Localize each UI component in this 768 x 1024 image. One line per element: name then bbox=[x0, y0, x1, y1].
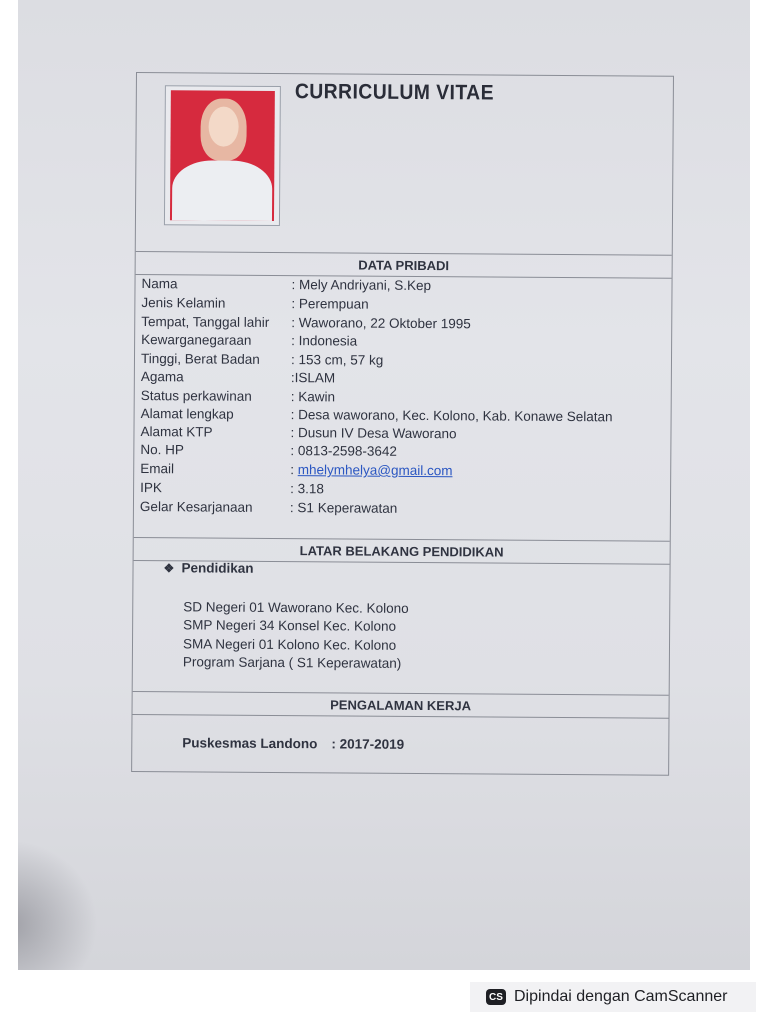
label-status-perkawinan: Status perkawinan bbox=[140, 388, 252, 404]
photo-image bbox=[170, 90, 275, 221]
education-heading-text: Pendidikan bbox=[181, 560, 254, 576]
education-item: SD Negeri 01 Waworano Kec. Kolono bbox=[183, 599, 409, 616]
value-gelar: : S1 Keperawatan bbox=[289, 500, 398, 516]
label-nama: Nama bbox=[141, 276, 178, 292]
profile-photo bbox=[164, 85, 281, 226]
photo-clothes bbox=[172, 160, 272, 221]
education-item: SMA Negeri 01 Kolono Kec. Kolono bbox=[182, 636, 397, 653]
education-item: SMP Negeri 34 Konsel Kec. Kolono bbox=[183, 617, 397, 634]
email-link[interactable]: mhelymhelya@gmail.com bbox=[297, 462, 453, 479]
section-pengalaman-kerja: PENGALAMAN KERJA bbox=[133, 691, 669, 719]
row-agama bbox=[141, 368, 335, 387]
row-tempat-tanggal-lahir bbox=[141, 313, 471, 333]
row-status-perkawinan bbox=[141, 387, 335, 406]
camscanner-label: Dipindai dengan CamScanner bbox=[514, 988, 728, 1005]
section-data-pribadi: DATA PRIBADI bbox=[136, 251, 672, 279]
label-alamat-ktp: Alamat KTP bbox=[140, 424, 213, 440]
label-ipk: IPK bbox=[140, 480, 162, 496]
row-alamat-ktp bbox=[140, 423, 456, 443]
work-period: : 2017-2019 bbox=[331, 736, 405, 752]
row-jenis-kelamin bbox=[141, 294, 368, 314]
value-agama: :ISLAM bbox=[290, 370, 336, 386]
label-tinggi-berat: Tinggi, Berat Badan bbox=[140, 351, 260, 367]
cv-title: CURRICULUM VITAE bbox=[294, 80, 495, 105]
value-kewarganegaraan: : Indonesia bbox=[291, 333, 358, 349]
value-email-colon: : bbox=[290, 462, 295, 478]
row-gelar bbox=[140, 498, 397, 518]
row-ipk bbox=[140, 479, 324, 498]
value-jenis-kelamin: : Perempuan bbox=[291, 296, 369, 312]
value-nama: : Mely Andriyani, S.Kep bbox=[291, 277, 432, 294]
camscanner-watermark bbox=[470, 982, 756, 1012]
diamond-bullet-icon: ❖ bbox=[163, 561, 175, 576]
education-heading bbox=[163, 560, 253, 576]
value-alamat-lengkap: : Desa waworano, Kec. Kolono, Kab. Konawe Selatan bbox=[290, 407, 613, 425]
label-agama: Agama bbox=[140, 369, 184, 385]
work-entry bbox=[182, 735, 404, 752]
value-tempat-tanggal-lahir: : Waworano, 22 Oktober 1995 bbox=[291, 315, 471, 332]
finger-shadow bbox=[18, 840, 98, 970]
cv-form bbox=[131, 72, 674, 776]
label-tempat-tanggal-lahir: Tempat, Tanggal lahir bbox=[141, 314, 270, 330]
label-jenis-kelamin: Jenis Kelamin bbox=[141, 295, 226, 311]
work-place: Puskesmas Landono bbox=[182, 735, 318, 752]
label-kewarganegaraan: Kewarganegaraan bbox=[141, 332, 252, 348]
value-tinggi-berat: : 153 cm, 57 kg bbox=[290, 352, 384, 368]
value-no-hp: : 0813-2598-3642 bbox=[290, 443, 398, 459]
value-ipk: : 3.18 bbox=[290, 481, 324, 497]
label-email: Email bbox=[140, 461, 175, 477]
education-item: Program Sarjana ( S1 Keperawatan) bbox=[182, 654, 402, 671]
row-nama bbox=[141, 275, 431, 295]
value-status-perkawinan: : Kawin bbox=[290, 389, 336, 405]
row-no-hp bbox=[140, 441, 397, 461]
scanned-page bbox=[18, 0, 750, 970]
label-alamat-lengkap: Alamat lengkap bbox=[140, 406, 234, 422]
label-gelar: Gelar Kesarjanaan bbox=[139, 499, 253, 515]
camscanner-logo-icon: CS bbox=[486, 989, 506, 1005]
value-alamat-ktp: : Dusun IV Desa Waworano bbox=[290, 425, 457, 442]
photo-face bbox=[208, 107, 238, 147]
row-kewarganegaraan bbox=[141, 331, 357, 351]
label-no-hp: No. HP bbox=[140, 442, 184, 458]
row-email bbox=[140, 460, 452, 480]
section-pendidikan: LATAR BELAKANG PENDIDIKAN bbox=[134, 537, 670, 565]
row-tinggi-berat bbox=[141, 350, 383, 370]
